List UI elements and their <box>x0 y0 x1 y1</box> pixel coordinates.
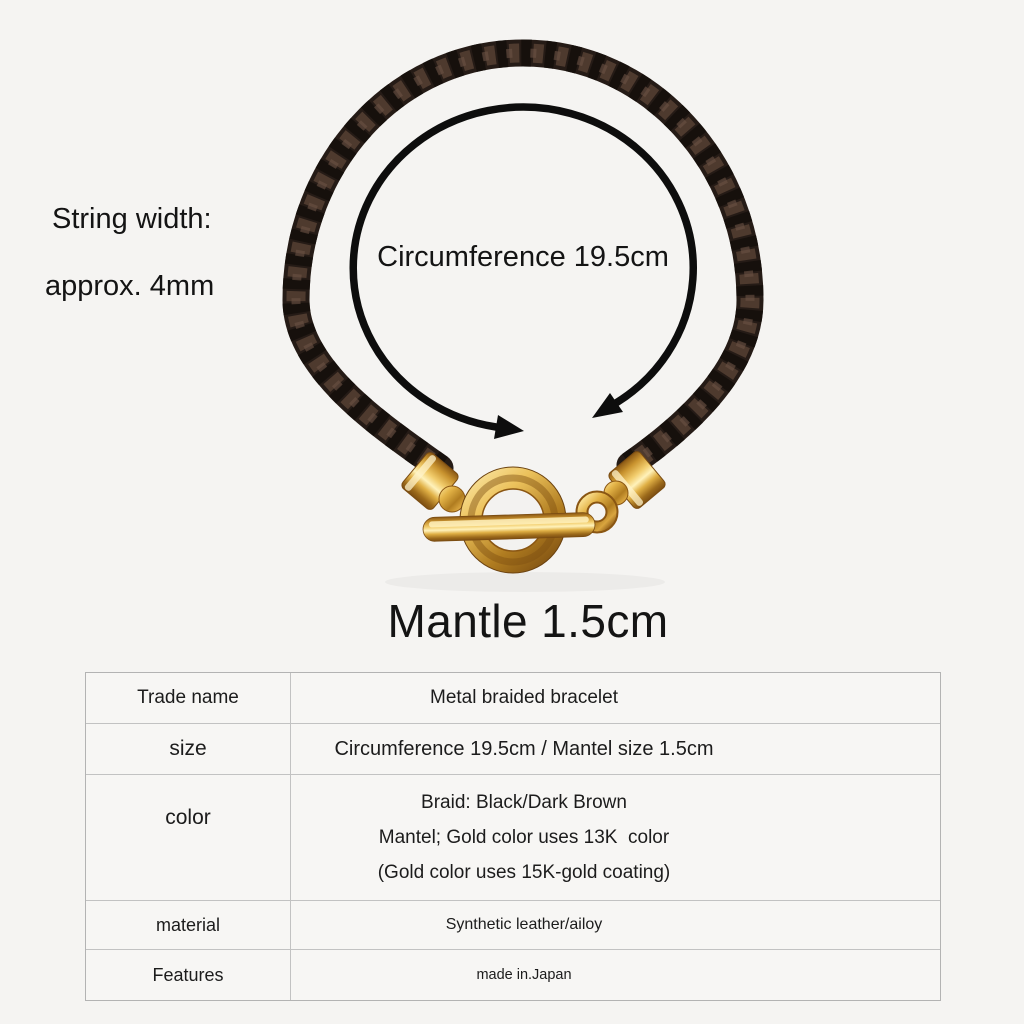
table-row-color <box>86 775 940 901</box>
table-row-features <box>86 950 940 1000</box>
table-row-size <box>86 724 940 775</box>
row-value-line: Mantel; Gold color uses 13K color <box>378 827 670 848</box>
row-label: Trade name <box>86 673 291 723</box>
row-value-line: Synthetic leather/ailoy <box>445 916 603 933</box>
row-label: size <box>86 724 291 774</box>
row-label: Features <box>86 950 291 1000</box>
table-row-material <box>86 901 940 950</box>
row-value <box>291 724 940 774</box>
row-value <box>291 673 940 723</box>
toggle-bar <box>423 512 596 541</box>
table-row-trade-name <box>86 673 940 724</box>
string-width-label-line1: String width: <box>52 203 212 235</box>
row-value-line: Braid: Black/Dark Brown <box>421 792 627 813</box>
row-value <box>291 775 940 900</box>
row-value-line: made in.Japan <box>476 967 572 983</box>
clasp-shadow <box>385 572 665 592</box>
circumference-label: Circumference 19.5cm <box>377 241 669 273</box>
spec-table <box>85 672 941 1001</box>
arrow-head-east-icon <box>494 415 524 439</box>
row-label: color <box>86 775 291 900</box>
row-label: material <box>86 901 291 949</box>
mantle-label: Mantle 1.5cm <box>387 595 669 647</box>
arrow-head-southwest-icon <box>592 393 623 418</box>
row-value-line: Circumference 19.5cm / Mantel size 1.5cm <box>334 737 714 760</box>
string-width-label-line2: approx. 4mm <box>45 270 215 302</box>
row-value-line: (Gold color uses 15K-gold coating) <box>377 862 671 883</box>
row-value <box>291 901 940 949</box>
gold-toggle-clasp <box>385 450 667 592</box>
row-value-line: Metal braided bracelet <box>430 687 618 708</box>
row-value <box>291 950 940 1000</box>
